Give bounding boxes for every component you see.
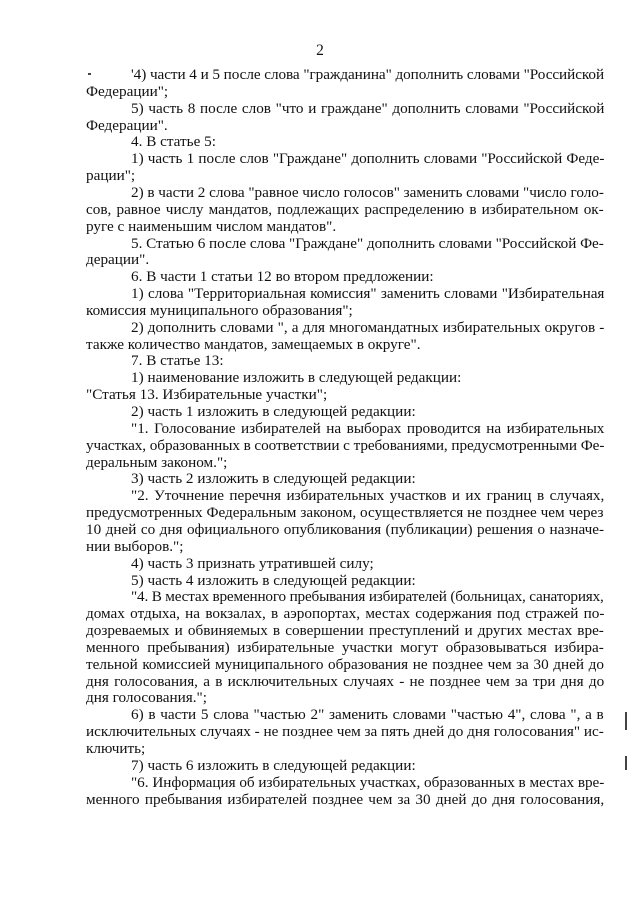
text-line: 10 дней со дня официального опубликования (публикации) решения о назначе-: [86, 520, 605, 538]
text-line: рации";: [86, 167, 136, 185]
scan-artifact-edge: [625, 756, 627, 770]
text-line: 2) часть 1 изложить в следующей редакции:: [131, 403, 416, 420]
page-number: 2: [316, 42, 324, 59]
text-line: предусмотренных Федеральным законом, осуществляется не позднее чем через: [86, 504, 604, 522]
text-line: 3) часть 2 изложить в следующей редакции:: [131, 470, 416, 488]
text-line: дня голосования.";: [86, 689, 207, 707]
text-line: 7) часть 6 изложить в следующей редакции:: [131, 756, 416, 774]
scan-artifact-edge: [625, 712, 627, 730]
text-line: "6. Информация об избирательных участках, образованных в местах вре-: [131, 773, 605, 791]
text-line: деральным законом.";: [86, 453, 228, 471]
text-line: также количество мандатов, замещаемых в округе".: [86, 335, 421, 353]
text-line: 6) в части 5 слова "частью 2" заменить словами "частью 4", слова ", а в: [131, 706, 604, 724]
text-line: тельной комиссией муниципального образования не позднее чем за 30 дней до: [86, 655, 604, 673]
text-line: 5) часть 4 изложить в следующей редакции:: [131, 571, 416, 589]
text-line: ключить;: [86, 740, 146, 757]
text-line: 7. В статье 13:: [131, 352, 224, 370]
text-line: менного пребывания избирателей позднее чем за 30 дней до дня голосования,: [86, 790, 605, 808]
text-line: комиссия муниципального образования";: [86, 301, 353, 319]
text-line: руге с наименьшим числом мандатов".: [86, 217, 337, 235]
text-line: менного пребывания) избирательные участки могут образовываться избира-: [86, 638, 604, 656]
text-line: "4. В местах временного пребывания избирателей (больницах, санаториях,: [131, 588, 604, 606]
text-line: 2) дополнить словами ", а для многомандатных избирательных округов -: [131, 318, 605, 336]
text-line: Федерации";: [86, 82, 169, 100]
text-line: домах отдыха, на вокзалах, в аэропортах, местах содержания под стражей по-: [86, 605, 605, 623]
text-line: "Статья 13. Избирательные участки";: [86, 386, 328, 404]
text-line: 1) слова "Территориальная комиссия" заменить словами "Избирательная: [131, 285, 605, 303]
text-line: дозреваемых и обвиняемых в совершении преступлений и других местах вре-: [86, 622, 604, 640]
text-line: сов, равное числу мандатов, подлежащих распределению в избирательном ок-: [86, 200, 604, 218]
text-line: исключительных случаях - не позднее чем за пять дней до дня голосования" ис-: [86, 723, 604, 741]
text-line: 4) часть 3 признать утратившей силу;: [131, 554, 374, 572]
text-line: участках, образованных в соответствии с требованиями, предусмотренными Фе-: [86, 436, 605, 454]
text-line: "2. Уточнение перечня избирательных участков и их границ в случаях,: [131, 487, 605, 505]
text-line: 2) в части 2 слова "равное число голосов" заменить словами "число голо-: [131, 183, 604, 201]
text-line: нии выборов.";: [86, 537, 184, 555]
text-line: 5) часть 8 после слов "что и граждане" дополнить словами "Российской: [131, 99, 605, 117]
text-line: Федерации".: [86, 116, 168, 134]
text-line: 1) наименование изложить в следующей редакции:: [131, 369, 462, 387]
text-line: 5. Статью 6 после слова "Граждане" дополнить словами "Российской Фе-: [131, 234, 604, 252]
text-line: дня голосования, а в исключительных случаях - не позднее чем за три дня до: [86, 672, 605, 690]
text-line: '4) части 4 и 5 после слова "гражданина" дополнить словами "Российской: [131, 66, 605, 83]
text-line: 6. В части 1 статьи 12 во втором предложении:: [131, 268, 434, 286]
text-line: дерации".: [86, 251, 150, 269]
text-line: 1) часть 1 после слов "Граждане" дополнить словами "Российской Феде-: [131, 150, 605, 168]
scan-artifact-dot: [88, 73, 91, 75]
text-line: "1. Голосование избирателей на выборах проводится на избирательных: [131, 419, 605, 437]
text-line: 4. В статье 5:: [131, 133, 216, 151]
